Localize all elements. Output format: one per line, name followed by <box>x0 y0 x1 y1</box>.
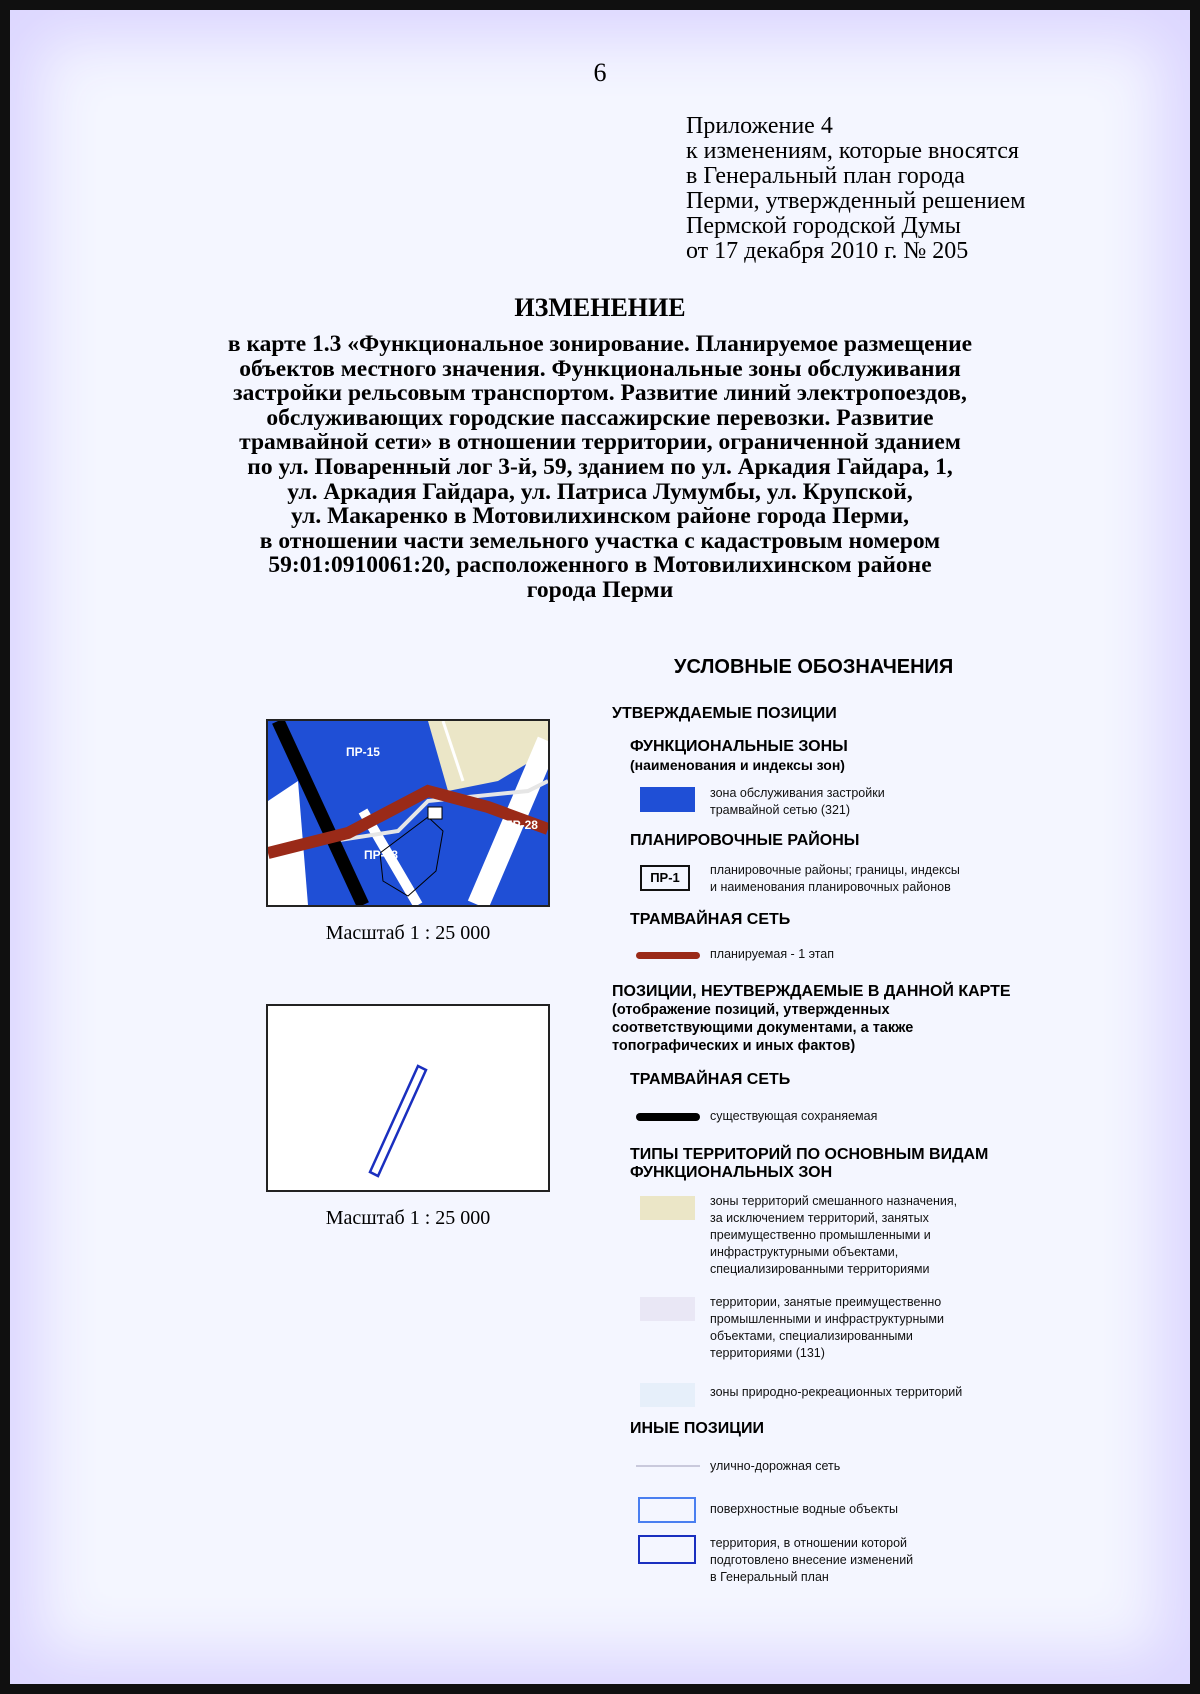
water-bodies-description: поверхностные водные объекты <box>710 1502 898 1516</box>
subtitle-line: 59:01:0910061:20, расположенного в Мотовилихинском районе <box>268 552 932 579</box>
map-scale: Масштаб 1 : 25 000 <box>325 922 491 944</box>
district-label: ПР-28 <box>504 818 538 832</box>
legend-plan-districts-heading: ПЛАНИРОВОЧНЫЕ РАЙОНЫ <box>630 832 860 849</box>
document-heading: ИЗМЕНЕНИЕ <box>514 293 686 322</box>
district-index-box: ПР-1 <box>640 865 690 891</box>
industrial-zone-description <box>710 1294 944 1362</box>
legend-func-zones-sub: (наименования и индексы зон) <box>630 757 845 773</box>
legend-text-line: территориями (131) <box>710 1346 825 1360</box>
tram-zone-swatch <box>640 787 695 812</box>
legend-text-line: преимущественно промышленными и <box>710 1228 931 1242</box>
legend-text-line: топографических и иных фактов) <box>612 1038 856 1054</box>
legend-text-line: планировочные районы; границы, индексы <box>710 863 960 877</box>
appendix-line: от 17 декабря 2010 г. № 205 <box>686 238 969 264</box>
tram-zone-description <box>710 785 885 819</box>
legend-text-line: зоны территорий смешанного назначения, <box>710 1194 958 1208</box>
legend-text-line: инфраструктурными объектами, <box>710 1245 899 1259</box>
zoning-map <box>266 719 550 907</box>
subtitle-line: застройки рельсовым транспортом. Развитие линий электропоездов, <box>233 380 967 407</box>
legend-text-line: подготовлено внесение изменений <box>710 1553 914 1567</box>
subtitle-line: города Перми <box>526 576 674 603</box>
subtitle-line: трамвайной сети» в отношении территории, ограниченной зданием <box>239 429 961 456</box>
subtitle-line: в карте 1.3 «Функциональное зонирование. Планируемое размещение <box>227 331 973 357</box>
legend-tram-heading-2: ТРАМВАЙНАЯ СЕТЬ <box>630 1071 791 1088</box>
change-area-map-graphic <box>268 1006 548 1190</box>
subtitle-line: в отношении части земельного участка с кадастровым номером <box>259 527 941 554</box>
change-area-map <box>266 1004 550 1192</box>
legend-other-heading: ИНЫЕ ПОЗИЦИИ <box>630 1420 764 1437</box>
industrial-zone-swatch <box>640 1297 695 1321</box>
change-area-swatch <box>638 1535 696 1564</box>
road-network-swatch <box>636 1465 700 1467</box>
water-bodies-swatch <box>638 1497 696 1523</box>
legend-territory-types-heading <box>630 1146 988 1182</box>
appendix-line: Пермской городской Думы <box>686 213 961 239</box>
legend-text-line: зона обслуживания застройки <box>710 786 885 800</box>
legend-text-line: и наименования планировочных районов <box>710 880 951 894</box>
legend-text-line: ПОЗИЦИИ, НЕУТВЕРЖДАЕМЫЕ В ДАННОЙ КАРТЕ <box>612 983 1011 1000</box>
appendix-line: Перми, утвержденный решением <box>686 188 1026 214</box>
subtitle-line: обслуживающих городские пассажирские перевозки. Развитие <box>266 404 934 431</box>
subtitle-line: ул. Аркадия Гайдара, ул. Патриса Лумумбы, ул. Крупской, <box>287 478 913 505</box>
legend-func-zones-heading: ФУНКЦИОНАЛЬНЫЕ ЗОНЫ <box>630 738 848 755</box>
mixed-zone-description <box>710 1193 957 1278</box>
existing-tram-swatch <box>636 1113 700 1121</box>
change-area-marker <box>428 807 442 819</box>
mixed-zone-swatch <box>640 1196 695 1220</box>
document-subtitle <box>150 332 1050 603</box>
planned-tram-description: планируемая - 1 этап <box>710 947 835 961</box>
legend-text-line: ФУНКЦИОНАЛЬНЫХ ЗОН <box>630 1164 833 1181</box>
legend-section-approved: УТВЕРЖДАЕМЫЕ ПОЗИЦИИ <box>612 705 837 722</box>
legend-text-line: за исключением территорий, занятых <box>710 1211 929 1225</box>
legend-text-line: трамвайной сетью (321) <box>710 803 851 817</box>
subtitle-line: ул. Макаренко в Мотовилихинском районе города Перми, <box>290 503 910 530</box>
legend-text-line: соответствующими документами, а также <box>612 1020 914 1036</box>
subtitle-line: по ул. Поваренный лог 3-й, 59, зданием по ул. Аркадия Гайдара, 1, <box>247 453 953 480</box>
district-label: ПР-15 <box>346 745 380 759</box>
legend-text-line: в Генеральный план <box>710 1570 829 1584</box>
natural-zone-swatch <box>640 1383 695 1407</box>
legend-text-line: объектами, специализированными <box>710 1329 913 1343</box>
natural-zone-description: зоны природно-рекреационных территорий <box>710 1385 963 1399</box>
appendix-note <box>686 114 1106 264</box>
legend-text-line: специализированными территориями <box>710 1262 930 1276</box>
change-area-description <box>710 1535 913 1586</box>
legend-tram-heading: ТРАМВАЙНАЯ СЕТЬ <box>630 911 791 928</box>
planned-tram-swatch <box>636 952 700 959</box>
appendix-line: Приложение 4 <box>686 113 833 139</box>
existing-tram-description: существующая сохраняемая <box>710 1109 878 1123</box>
district-label: ПР-18 <box>364 848 398 862</box>
legend-text-line: ТИПЫ ТЕРРИТОРИЙ ПО ОСНОВНЫМ ВИДАМ <box>630 1146 989 1163</box>
legend-text-line: (отображение позиций, утвержденных <box>612 1002 890 1018</box>
legend-text-line: территория, в отношении которой <box>710 1536 908 1550</box>
subtitle-line: объектов местного значения. Функциональные зоны обслуживания <box>239 355 961 382</box>
legend-section-not-approved <box>612 983 1011 1055</box>
page-number: 6 <box>593 58 607 87</box>
appendix-line: в Генеральный план города <box>686 163 965 189</box>
appendix-line: к изменениям, которые вносятся <box>686 138 1019 164</box>
zoning-map-graphic <box>268 721 548 905</box>
road-network-description: улично-дорожная сеть <box>710 1459 841 1473</box>
legend-title: УСЛОВНЫЕ ОБОЗНАЧЕНИЯ <box>674 656 954 678</box>
legend-text-line: промышленными и инфраструктурными <box>710 1312 944 1326</box>
map-scale: Масштаб 1 : 25 000 <box>325 1207 491 1229</box>
district-description <box>710 862 960 896</box>
legend-text-line: территории, занятые преимущественно <box>710 1295 942 1309</box>
